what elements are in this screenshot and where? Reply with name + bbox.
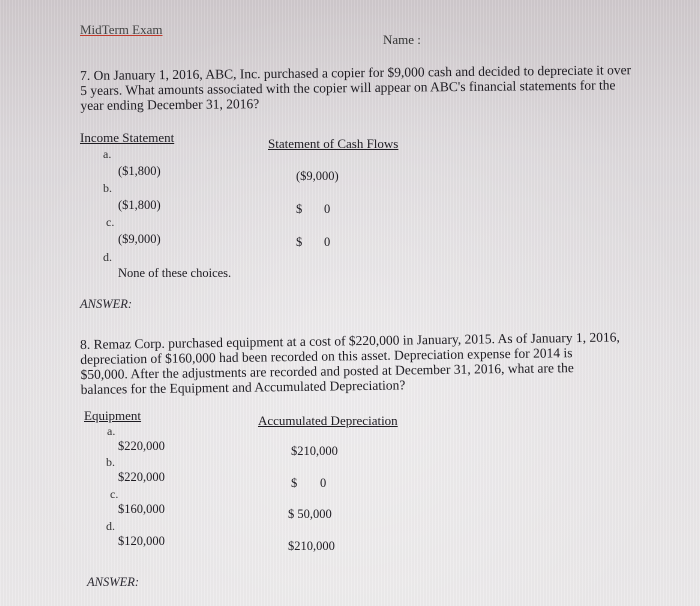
q7-option-b-col1: ($1,800) [118, 198, 161, 212]
q8-col1-header: Equipment [84, 408, 142, 423]
q8-option-a-letter: a. [107, 424, 116, 438]
q7-option-a-col1: ($1,800) [118, 164, 161, 178]
question-8-text: 8. Remaz Corp. purchased equipment at a cost of $220,000 in January, 2015. As of January 1, 2016, depreciation of $160,000 had been recorded on this asset. Depreciation expense for 2014 is $50,000. After the adjustments are recorded and posted at December 31, 2016, what are the balances for the Equipment and Accumulated Depreciation? [80, 329, 620, 397]
question-7-text: 7. On January 1, 2016, ABC, Inc. purchased a copier for $9,000 cash and decided to depreciate it over 5 years. What amounts associated with the copier will appear on ABC's financial statements for the year ending December 31, 2016? [80, 62, 632, 113]
q8-option-d-letter: d. [106, 519, 115, 533]
q8-option-b-col2-value: 0 [320, 476, 327, 490]
q7-option-c-col2-value: 0 [324, 235, 331, 249]
q7-option-a-letter: a. [103, 147, 112, 161]
q8-option-c-letter: c. [110, 487, 119, 501]
q8-option-d-col1: $120,000 [118, 534, 165, 548]
q8-option-d-col2: $210,000 [288, 539, 335, 553]
q7-option-b-letter: b. [103, 181, 112, 195]
q7-col1-header: Income Statement [80, 130, 175, 145]
q7-answer-label: ANSWER: [80, 297, 133, 311]
q7-option-a-col2: ($9,000) [296, 169, 339, 183]
q8-col2-header: Accumulated Depreciation [258, 413, 398, 428]
q7-option-c-letter: c. [106, 215, 115, 229]
q8-option-c-col2: $ 50,000 [288, 507, 332, 521]
q8-option-b-letter: b. [106, 455, 115, 469]
name-label: Name : [383, 32, 421, 47]
q8-option-a-col2: $210,000 [291, 444, 338, 458]
q8-answer-label: ANSWER: [87, 575, 140, 589]
q7-option-c-col1: ($9,000) [118, 232, 161, 246]
q7-option-b-col2-symbol: $ [296, 202, 303, 216]
exam-title: MidTerm Exam [80, 22, 163, 37]
q7-option-b-col2-value: 0 [324, 202, 331, 216]
q7-option-d-col1: None of these choices. [118, 266, 232, 280]
q8-option-a-col1: $220,000 [118, 439, 165, 453]
q8-option-b-col2-symbol: $ [291, 476, 298, 490]
q8-option-c-col1: $160,000 [118, 502, 165, 516]
q7-col2-header: Statement of Cash Flows [268, 136, 399, 151]
q7-option-c-col2-symbol: $ [296, 235, 303, 249]
q7-option-d-letter: d. [103, 250, 112, 264]
q8-option-b-col1: $220,000 [118, 470, 165, 484]
